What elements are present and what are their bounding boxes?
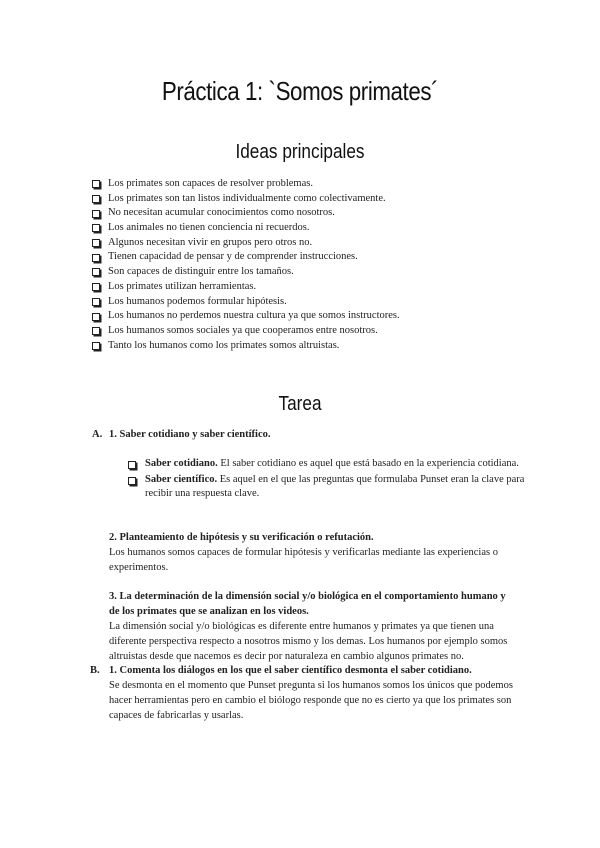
- list-item: [92, 265, 400, 280]
- tarea-heading: Tarea: [278, 393, 322, 415]
- list-item: [92, 324, 400, 339]
- term-definition: Es aquel en el que las preguntas que formulaba Punset eran la clave para recibir una respuesta clave.: [145, 473, 525, 499]
- list-item: [92, 280, 400, 295]
- list-item-text: Tienen capacidad de pensar y de comprender instrucciones.: [108, 251, 358, 263]
- answer-b1: Se desmonta en el momento que Punset pregunta si los humanos somos los únicos que podemos hacer herramientas pero en cambio el biólogo responde que no es cierto ya que los primates son capaces de fabricarlas y usarlas.: [109, 680, 513, 721]
- list-item: [92, 221, 400, 236]
- list-item: [92, 206, 400, 221]
- list-item-text: Los humanos somos sociales ya que cooperamos entre nosotros.: [108, 324, 378, 336]
- question-a3-line1: 3. La determinación de la dimensión social y/o biológica en el comportamiento humano y: [109, 591, 506, 602]
- knowledge-types-list: [128, 457, 538, 503]
- list-item-text: Los humanos podemos formular hipótesis.: [108, 295, 287, 307]
- section-a-marker: A.: [92, 429, 103, 440]
- list-item-text: Los animales no tienen conciencia ni recuerdos.: [108, 222, 310, 234]
- question-a2: 2. Planteamiento de hipótesis y su verificación o refutación.: [109, 532, 374, 543]
- page-title: Práctica 1: `Somos primates´: [161, 76, 439, 106]
- checkbox-bullet-icon: [92, 283, 100, 291]
- checkbox-bullet-icon: [92, 239, 100, 247]
- checkbox-bullet-icon: [92, 342, 100, 350]
- list-item: [92, 177, 400, 192]
- term-label: Saber cotidiano.: [145, 458, 218, 469]
- list-item: [92, 236, 400, 251]
- checkbox-bullet-icon: [92, 210, 100, 218]
- list-item: [128, 457, 538, 472]
- list-item-text: Los primates son capaces de resolver problemas.: [108, 178, 313, 189]
- checkbox-bullet-icon: [92, 180, 100, 188]
- ideas-heading: Ideas principales: [235, 141, 365, 163]
- list-item-text: Algunos necesitan vivir en grupos pero otros no.: [108, 236, 313, 248]
- section-b-marker: B.: [90, 665, 100, 676]
- list-item-text: [145, 473, 538, 502]
- list-item-text: [145, 457, 519, 472]
- list-item: [92, 339, 400, 354]
- list-item: [92, 295, 400, 310]
- answer-a3: La dimensión social y/o biológicas es diferente entre humanos y primates ya que tienen una diferente perspectiva respecto a nosotros mismo y los demas. Los humanos por ejemplo somos altruistas desde que nacemos es decir por naturaleza en cambio algunos primates no.: [109, 621, 508, 662]
- list-item-text: Son capaces de distinguir entre los tamaños.: [108, 266, 294, 278]
- term-definition: El saber cotidiano es aquel que está basado en la experiencia cotidiana.: [217, 458, 519, 469]
- checkbox-bullet-icon: [92, 298, 100, 306]
- checkbox-bullet-icon: [128, 461, 136, 469]
- checkbox-bullet-icon: [128, 477, 136, 485]
- list-item: [92, 309, 400, 324]
- checkbox-bullet-icon: [92, 313, 100, 321]
- list-item-text: Los primates son tan listos individualmente como colectivamente.: [108, 192, 386, 204]
- checkbox-bullet-icon: [92, 195, 100, 203]
- checkbox-bullet-icon: [92, 268, 100, 276]
- list-item-text: Los primates utilizan herramientas.: [108, 280, 257, 292]
- question-a3-line2: de los primates que se analizan en los videos.: [109, 606, 309, 617]
- checkbox-bullet-icon: [92, 224, 100, 232]
- list-item-text: Tanto los humanos como los primates somos altruistas.: [108, 339, 340, 351]
- question-b1: 1. Comenta los diálogos en los que el saber científico desmonta el saber cotidiano.: [109, 665, 472, 676]
- list-item: [92, 192, 400, 207]
- ideas-list: [92, 177, 400, 353]
- question-a1: 1. Saber cotidiano y saber científico.: [109, 429, 271, 440]
- list-item: [92, 250, 400, 265]
- list-item-text: No necesitan acumular conocimientos como nosotros.: [108, 207, 335, 219]
- term-label: Saber científico.: [145, 473, 218, 485]
- checkbox-bullet-icon: [92, 327, 100, 335]
- answer-a2: Los humanos somos capaces de formular hipótesis y verificarlas mediante las experiencias o experimentos.: [109, 547, 498, 573]
- list-item: [128, 473, 538, 502]
- checkbox-bullet-icon: [92, 254, 100, 262]
- list-item-text: Los humanos no perdemos nuestra cultura ya que somos instructores.: [108, 310, 400, 322]
